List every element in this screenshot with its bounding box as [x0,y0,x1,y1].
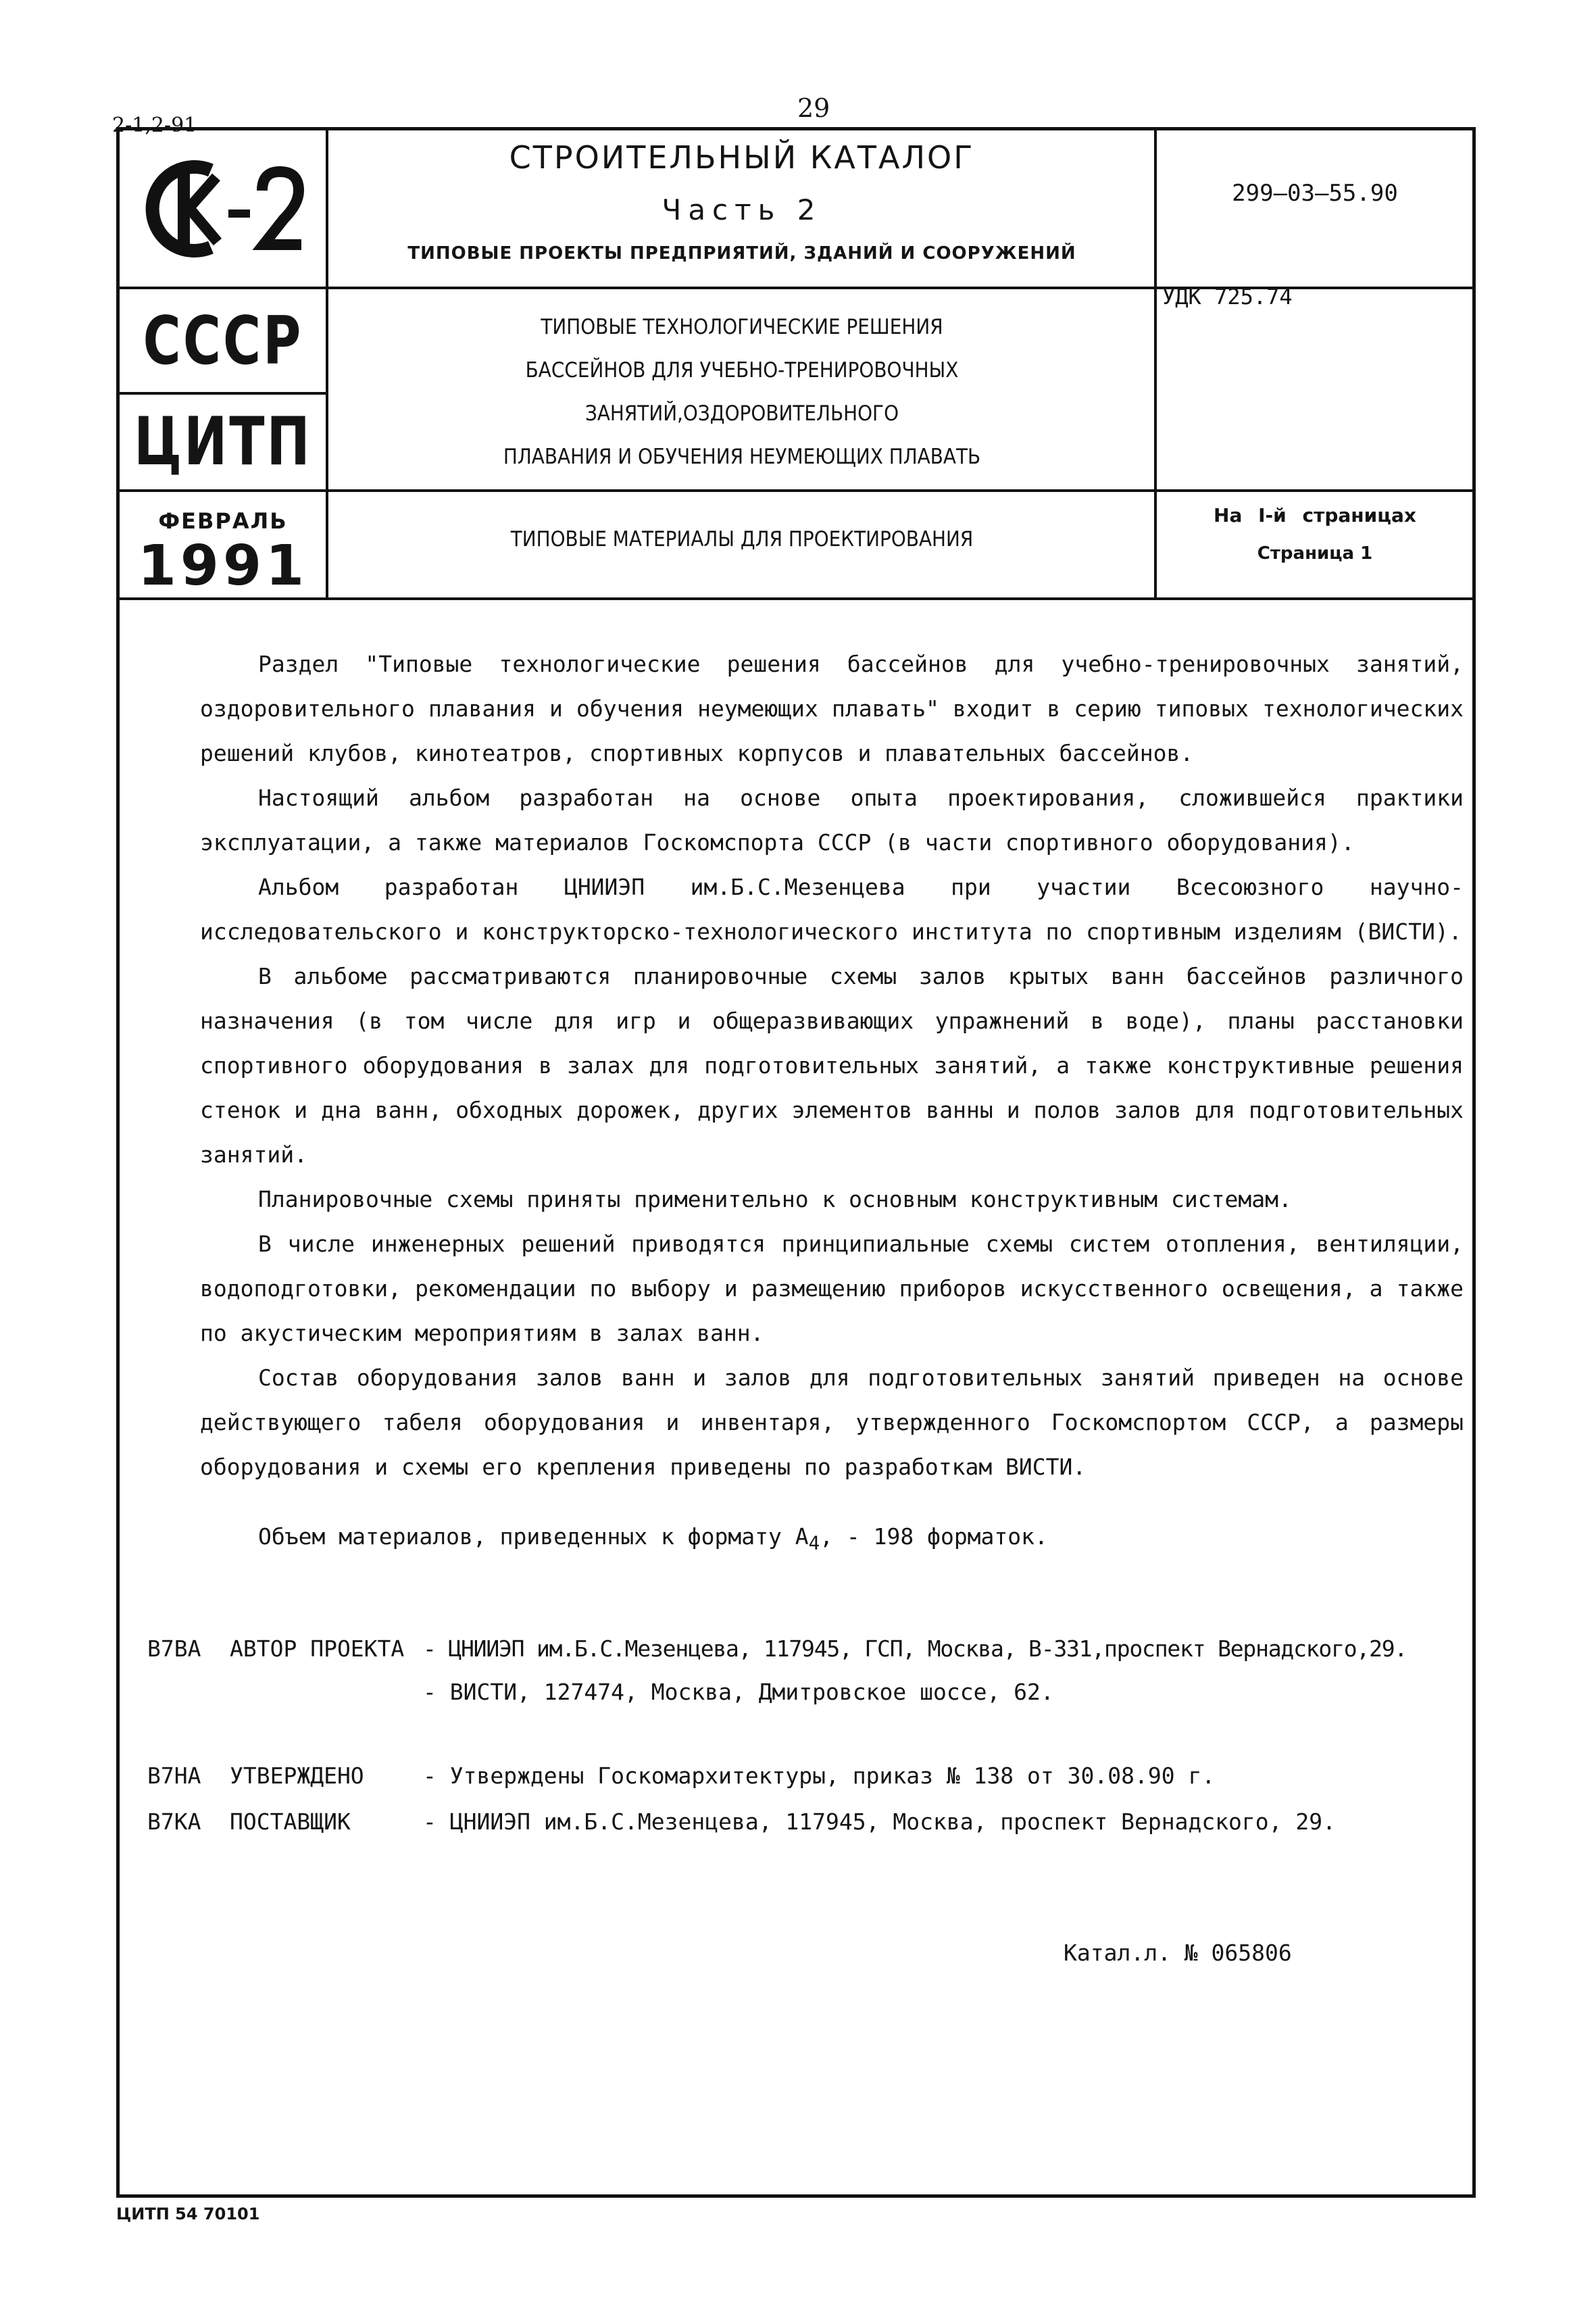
catalog-title: СТРОИТЕЛЬНЫЙ КАТАЛОГ [509,139,975,176]
country-label: СССР [143,303,303,380]
author-line: - ВИСТИ, 127474, Москва, Дмитровское шоссе, 62. [423,1679,1054,1705]
catalog-part: Часть 2 [662,193,822,226]
approved-code: В7НА [147,1763,201,1789]
supplier-label: ПОСТАВЩИК [230,1808,351,1835]
paragraph: Альбом разработан ЦНИИЭП им.Б.С.Мезенцева при участии Всесоюзного научно-исследовательского и конструкторско-технологического института по спортивным изделиям (ВИСТИ). [200,874,1464,945]
volume-line [258,1523,1048,1554]
document-title-line: ТИПОВЫЕ ТЕХНОЛОГИЧЕСКИЕ РЕШЕНИЯ [541,315,943,339]
supplier-text: - ЦНИИЭП им.Б.С.Мезенцева, 117945, Москва, проспект Вернадского, 29. [423,1808,1337,1835]
catalog-logo [119,130,327,288]
pages-count: На I-й страницах [1214,504,1416,526]
volume-suffix: , - 198 форматок. [820,1523,1048,1550]
paragraph: В числе инженерных решений приводятся принципиальные схемы систем отопления, вентиляции, водоподготовки, рекомендации по выбору и размещению приборов искусственного освещения, а также по акустическим мероприятиям в залах ванн. [200,1231,1464,1346]
udk-code: УДК 725.74 [1162,284,1293,310]
author-line: - ЦНИИЭП им.Б.С.Мезенцева, 117945, ГСП, Москва, В-331,проспект Вернадского,29. [423,1635,1407,1662]
paragraph: Раздел "Типовые технологические решения бассейнов для учебно-тренировочных занятий, оздоровительного плавания и обучения неумеющих плавать" входит в серию типовых технологических решений клубов, кинотеатров, спортивных корпусов и плавательных бассейнов. [200,651,1464,766]
document-title [371,305,1113,478]
materials-title: ТИПОВЫЕ МАТЕРИАЛЫ ДЛЯ ПРОЕКТИРОВАНИЯ [510,527,974,551]
organization-label: ЦИТП [134,403,312,481]
paragraph: В альбоме рассматриваются планировочные схемы залов крытых ванн бассейнов различного назначения (в том числе для игр и общеразвивающих упражнений в воде), планы расстановки спортивного оборудования в залах для подготовительных занятий, а также конструктивные решения стенок и дна ванн, обходных дорожек, других элементов ванны и полов залов для подготовительных занятий. [200,963,1464,1168]
issue-month: ФЕВРАЛЬ [158,508,288,534]
footer-code: ЦИТП 54 70101 [116,2205,260,2223]
approved-text: - Утверждены Госкомархитектуры, приказ № 138 от 30.08.90 г. [423,1763,1216,1789]
approved-label: УТВЕРЖДЕНО [230,1763,364,1789]
author-code: В7ВА [147,1635,201,1662]
page-number: 29 [797,93,830,123]
page-label: Страница 1 [1257,543,1373,564]
catalog-subtitle: ТИПОВЫЕ ПРОЕКТЫ ПРЕДПРИЯТИЙ, ЗДАНИЙ И СООРУЖЕНИЙ [407,243,1076,264]
k2-logo-icon [135,151,311,266]
series-code: 2-1,2-91 [112,114,197,137]
supplier-code: В7КА [147,1808,201,1835]
paragraph: Планировочные схемы приняты применительно к основным конструктивным системам. [258,1186,1292,1212]
catalog-sheet-number: Катал.л. № 065806 [1064,1940,1292,1966]
issue-year: 1991 [137,534,309,598]
frame-divider [118,489,1474,492]
document-title-line: БАССЕЙНОВ ДЛЯ УЧЕБНО-ТРЕНИРОВОЧНЫХ ЗАНЯТИЙ,ОЗДОРОВИТЕЛЬНОГО [525,358,959,426]
volume-prefix: Объем материалов, приведенных к формату А [258,1523,809,1550]
body-text [200,642,1464,1490]
document-code: 299—03—55.90 [1232,180,1398,207]
author-label: АВТОР ПРОЕКТА [230,1635,405,1662]
format-subscript: 4 [808,1532,820,1554]
paragraph: Настоящий альбом разработан на основе опыта проектирования, сложившейся практики эксплуатации, а также материалов Госкомспорта СССР (в части спортивного оборудования). [200,785,1464,856]
paragraph: Состав оборудования залов ванн и залов для подготовительных занятий приведен на основе действующего табеля оборудования и инвентаря, утвержденного Госкомспортом СССР, а размеры оборудования и схемы его крепления приведены по разработкам ВИСТИ. [200,1364,1464,1480]
document-title-line: ПЛАВАНИЯ И ОБУЧЕНИЯ НЕУМЕЮЩИХ ПЛАВАТЬ [503,445,981,469]
